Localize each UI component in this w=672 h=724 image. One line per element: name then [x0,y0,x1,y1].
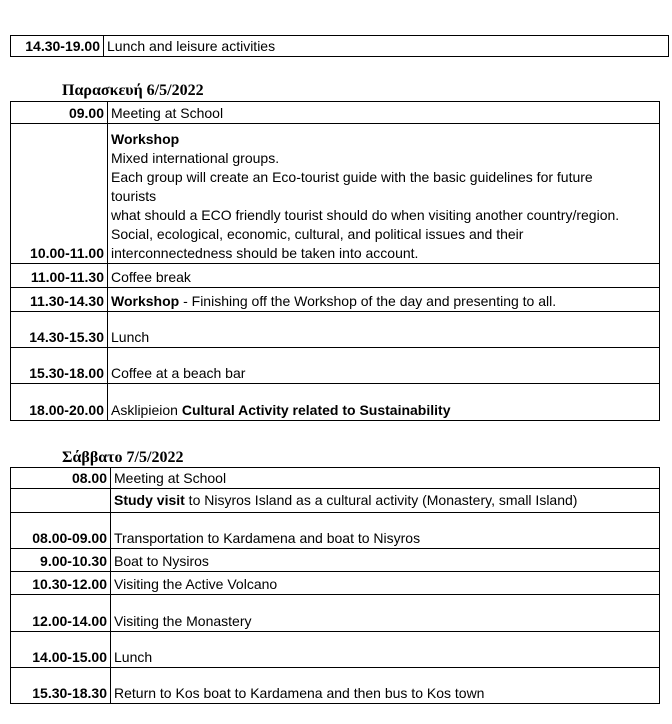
workshop-line: Mixed international groups. [111,150,280,166]
activity-cell: Transportation to Kardamena and boat to Nisyros [111,513,660,549]
workshop-line: Each group will create an Eco-tourist guide with the basic guidelines for future [111,169,593,185]
activity-bold: Workshop [111,293,180,309]
activity-cell [108,288,660,312]
table-row [11,102,660,124]
time-cell: 08.00 [11,468,111,489]
table-row [11,513,660,549]
time-cell: 14.30-19.00 [11,36,104,57]
table-row [11,468,660,489]
schedule-table-saturday [10,467,660,704]
activity-cell: Coffee break [108,264,660,288]
table-row [11,595,660,632]
time-cell: 9.00-10.30 [11,549,111,572]
table-row [11,489,660,513]
time-cell: 10.30-12.00 [11,572,111,595]
workshop-line: tourists [111,188,157,204]
activity-rest: - Finishing off the Workshop of the day and presenting to all. [179,293,557,309]
activity-cell: Coffee at a beach bar [108,348,660,384]
table-row [11,632,660,668]
activity-cell [111,489,660,513]
activity-bold: Cultural Activity related to Sustainability [181,402,451,418]
time-cell: 15.30-18.00 [11,348,108,384]
time-cell: 12.00-14.00 [11,595,111,632]
time-cell: 10.00-11.00 [11,124,108,264]
time-cell: 14.30-15.30 [11,312,108,348]
workshop-line: Social, ecological, economic, cultural, and political issues and their [111,226,524,242]
time-cell: 14.00-15.00 [11,632,111,668]
activity-cell: Lunch and leisure activities [104,36,669,57]
table-row [11,668,660,704]
activity-rest: to Nisyros Island as a cultural activity (Monastery, small Island) [184,492,578,508]
table-row [11,264,660,288]
table-row [11,572,660,595]
time-cell: 15.30-18.30 [11,668,111,704]
time-cell: 11.30-14.30 [11,288,108,312]
activity-cell: Lunch [111,632,660,668]
activity-cell: Lunch [108,312,660,348]
table-row [11,36,669,57]
table-row [11,124,660,264]
activity-cell: Visiting the Monastery [111,595,660,632]
workshop-line: interconnectedness should be taken into account. [111,245,419,261]
activity-cell [108,384,660,421]
schedule-table-friday [10,101,660,421]
activity-cell: Boat to Nysiros [111,549,660,572]
activity-prefix: Asklipieion [111,402,182,418]
activity-cell: Meeting at School [111,468,660,489]
schedule-table-top [10,35,669,57]
time-cell: 08.00-09.00 [11,513,111,549]
time-cell: 11.00-11.30 [11,264,108,288]
table-row [11,549,660,572]
workshop-line: what should a ECO friendly tourist should do when visiting another country/region. [111,207,620,223]
table-row [11,384,660,421]
table-row [11,348,660,384]
time-cell: 18.00-20.00 [11,384,108,421]
day-heading-saturday: Σάββατο 7/5/2022 [62,449,184,466]
activity-bold: Study visit [114,492,185,508]
workshop-title: Workshop [111,131,180,147]
table-row [11,288,660,312]
activity-cell: Return to Kos boat to Kardamena and then bus to Kos town [111,668,660,704]
time-cell: 09.00 [11,102,108,124]
activity-cell [108,124,660,264]
activity-cell: Meeting at School [108,102,660,124]
time-cell [11,489,111,513]
activity-cell: Visiting the Active Volcano [111,572,660,595]
table-row [11,312,660,348]
day-heading-friday: Παρασκευή 6/5/2022 [62,82,204,99]
